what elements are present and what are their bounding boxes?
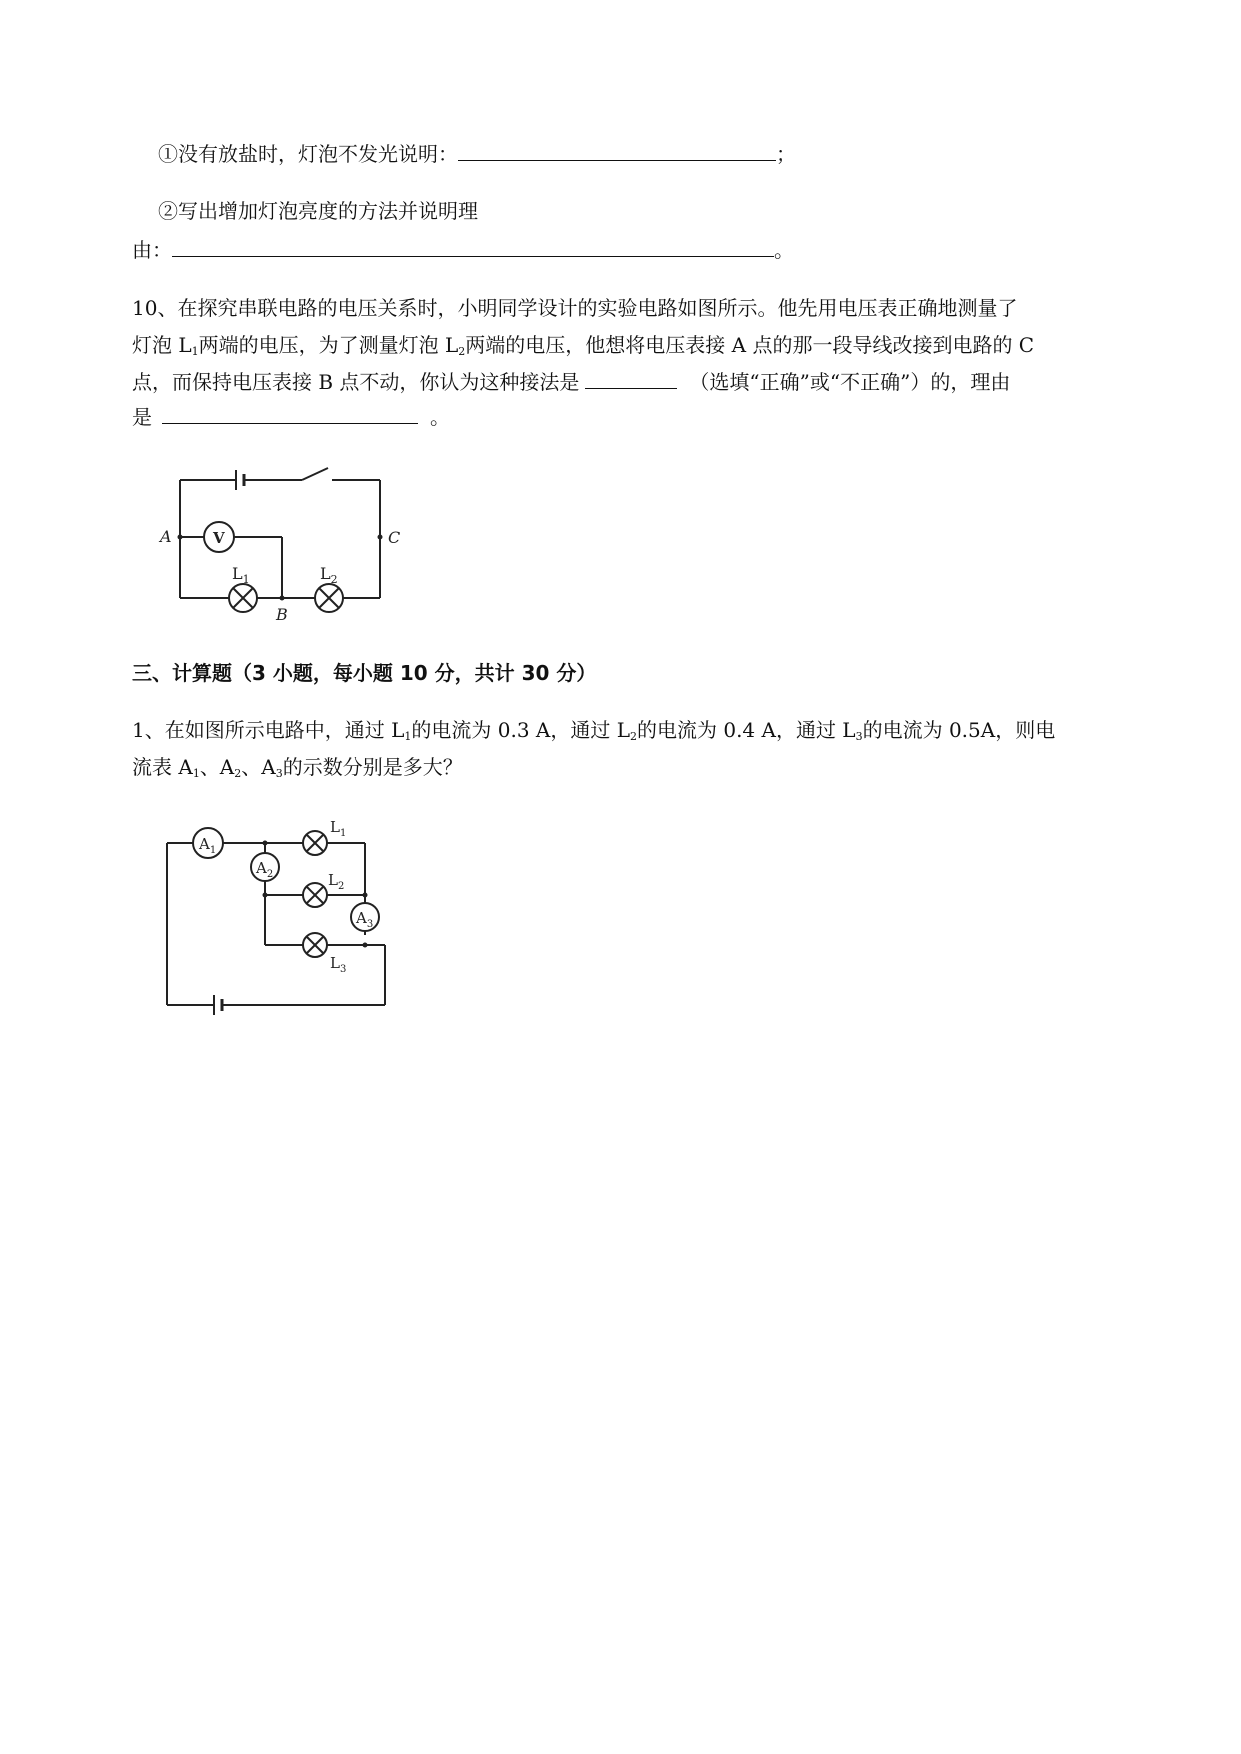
lamp-l2-label: $L_2$ <box>320 564 338 586</box>
q9-item2-blank[interactable] <box>172 236 774 257</box>
q10-line2-b: 两端的电压，为了测量灯泡 L <box>198 333 459 357</box>
calc1-line2-sub1: 1 <box>192 767 200 780</box>
lamp-l1-label: $L_1$ <box>330 818 347 839</box>
calc1-line1-d: 的电流为 0.5A，则电 <box>862 718 1056 742</box>
q10-line1 <box>132 294 1017 322</box>
switch-lever <box>302 468 328 480</box>
q10-line4-a: 是 <box>132 405 152 429</box>
q9-item1-blank[interactable] <box>458 140 776 161</box>
q10-correctness-blank[interactable] <box>585 368 677 389</box>
lamp-l1-label: $L_1$ <box>232 564 250 586</box>
junction-B <box>280 596 285 601</box>
label-A: A <box>160 527 172 546</box>
q10-line4-b: 。 <box>430 405 450 429</box>
q9-item1-text: ①没有放盐时，灯泡不发光说明： <box>158 142 458 166</box>
calc1-line2-sub3: 3 <box>275 767 283 780</box>
q10-line3 <box>132 368 1010 396</box>
q10-reason-blank[interactable] <box>162 403 418 424</box>
junction-C <box>378 535 383 540</box>
ammeter-a1-label: $A_1$ <box>199 835 217 856</box>
calc1-line1 <box>132 716 1055 744</box>
q10-circuit-diagram <box>150 460 420 634</box>
q9-item2 <box>158 197 478 225</box>
q10-line2-c: 两端的电压，他想将电压表接 A 点的那一段导线改接到电路的 C <box>465 333 1035 357</box>
q10-line2 <box>132 331 1034 359</box>
calc1-line1-sub2: 2 <box>629 730 637 743</box>
q10-line2-sub2: 2 <box>458 345 466 358</box>
q9-item2-text: ②写出增加灯泡亮度的方法并说明理 <box>158 199 478 223</box>
calc1-line1-sub3: 3 <box>855 730 863 743</box>
calc1-line2 <box>132 753 463 781</box>
lamp-l2-label: $L_2$ <box>328 871 345 892</box>
calc1-line2-c: 、A <box>241 755 276 779</box>
q9-item1 <box>158 140 796 168</box>
calc1-line2-d: 的示数分别是多大？ <box>282 755 463 779</box>
calc1-line1-c: 的电流为 0.4 A，通过 L <box>636 718 856 742</box>
ammeter-a2-label: $A_2$ <box>256 859 274 880</box>
q9-item2-cont-text: 由： <box>132 238 172 262</box>
junction-right <box>363 893 368 898</box>
q10-line2-sub1: 1 <box>191 345 199 358</box>
q10-line3-a: 点，而保持电压表接 B 点不动，你认为这种接法是 <box>132 370 580 394</box>
junction-A <box>178 535 183 540</box>
calc1-line2-a: 流表 A <box>132 755 193 779</box>
label-C: C <box>388 528 401 547</box>
calc1-circuit-diagram <box>150 810 410 1034</box>
q10-circuit-svg <box>150 460 420 630</box>
q10-line1-text: 10、在探究串联电路的电压关系时，小明同学设计的实验电路如图所示。他先用电压表正确地测量了 <box>132 296 1018 320</box>
q10-line2-a: 灯泡 L <box>132 333 192 357</box>
ammeter-a3-label: $A_3$ <box>356 909 374 930</box>
calc1-line1-sub1: 1 <box>404 730 412 743</box>
calc1-line1-b: 的电流为 0.3 A，通过 L <box>411 718 630 742</box>
q9-item2-cont <box>132 236 794 264</box>
junction-top <box>263 841 268 846</box>
calc1-line2-b: 、A <box>199 755 235 779</box>
voltmeter-label: V <box>213 529 225 547</box>
q9-item2-end: 。 <box>774 238 794 262</box>
junction-l3-right <box>363 943 368 948</box>
calc1-circuit-svg <box>150 810 410 1030</box>
section3-heading <box>132 659 596 687</box>
calc1-line1-a: 1、在如图所示电路中，通过 L <box>132 718 405 742</box>
calc1-line2-sub2: 2 <box>234 767 242 780</box>
q10-line3-b: （选填“正确”或“不正确”）的，理由 <box>689 370 1011 394</box>
q9-item1-end: ； <box>776 142 796 166</box>
junction-l2 <box>263 893 268 898</box>
section3-heading-text: 三、计算题（3 小题，每小题 10 分，共计 30 分） <box>132 661 597 685</box>
q10-line4 <box>132 403 450 431</box>
label-B: B <box>276 605 288 624</box>
lamp-l3-label: $L_3$ <box>330 954 347 975</box>
